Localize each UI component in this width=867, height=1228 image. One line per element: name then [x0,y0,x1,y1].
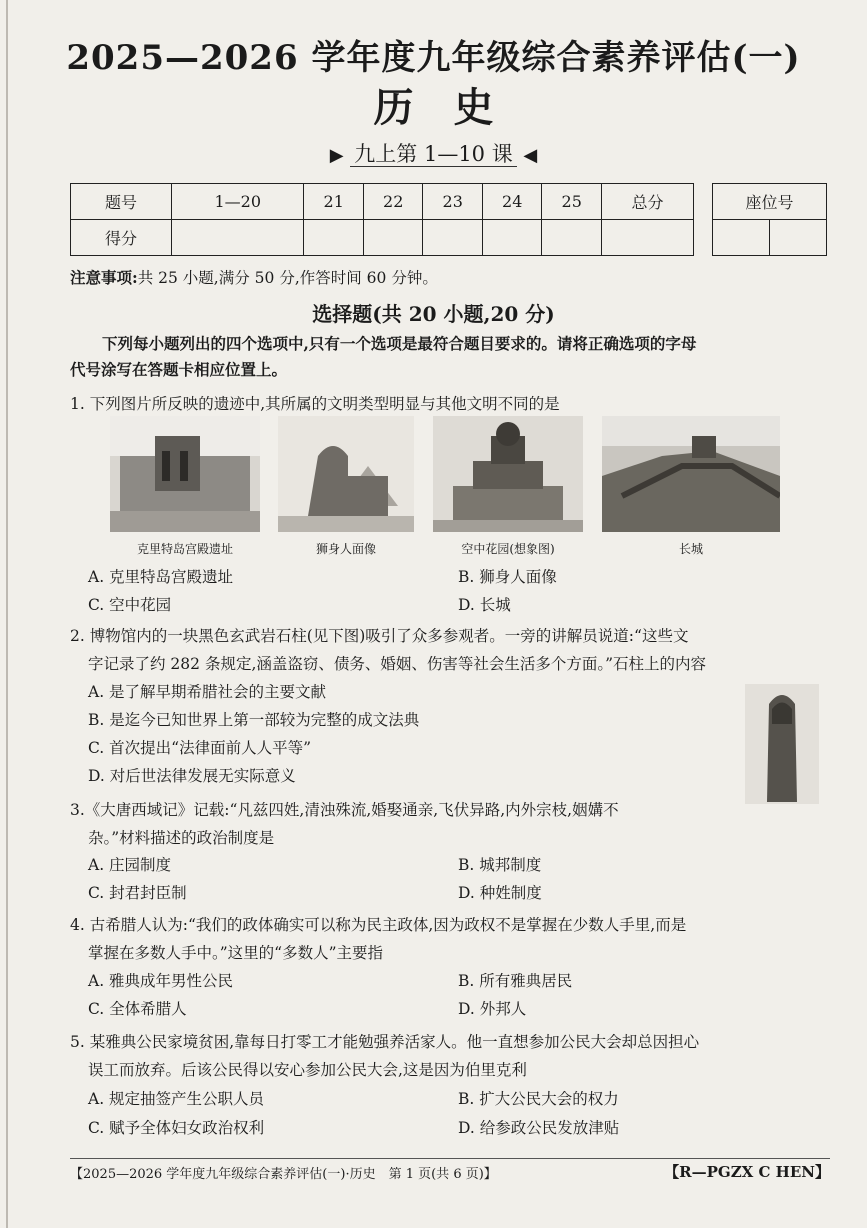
section-instruction: 下列每小题列出的四个选项中,只有一个选项是最符合题目要求的。请将正确选项的字母 [102,334,697,353]
triangle-right-icon: ▶ [329,145,344,166]
image-caption: 长城 [678,542,703,556]
image-caption: 克里特岛宫殿遗址 [136,542,233,556]
seat-table [712,183,827,256]
footer-text: 【2025—2026 学年度九年级综合素养评估(一)·历史 第 1 页(共 6 页)】 [70,1167,497,1182]
triangle-left-icon: ◀ [523,145,538,166]
image-caption: 空中花园(想象图) [461,542,555,556]
question-stem: 5. 某雅典公民家境贫困,靠每日打零工才能勉强养活家人。他一直想参加公民大会却总因担心 [70,1033,700,1051]
score-cell[interactable] [304,220,364,256]
option: D. 给参政公民发放津贴 [458,1119,620,1137]
notice-label: 注意事项: [70,268,138,287]
lesson-range-text: 九上第 1—10 课 [350,142,516,167]
exam-title: 2025—2026 学年度九年级综合素养评估(一) [66,38,801,78]
option: A. 雅典成年男性公民 [88,972,234,990]
score-header-cell: 24 [482,184,542,220]
score-cell[interactable] [172,220,304,256]
score-cell[interactable] [542,220,602,256]
crete-palace-image [110,416,260,532]
score-table [70,183,694,256]
question-stem: 1. 下列图片所反映的遗迹中,其所属的文明类型明显与其他文明不同的是 [70,395,560,413]
seat-cell[interactable] [769,220,826,256]
question-stem: 4. 古希腊人认为:“我们的政体确实可以称为民主政体,因为政权不是掌握在少数人手里,而是 [70,916,687,934]
option: A. 克里特岛宫殿遗址 [88,568,234,586]
sphinx-image [278,416,414,532]
score-header-cell: 总分 [601,184,693,220]
option: D. 外邦人 [458,1000,527,1018]
option: B. 是迄今已知世界上第一部较为完整的成文法典 [88,711,420,729]
score-header-cell: 23 [423,184,483,220]
option: A. 规定抽签产生公职人员 [88,1090,265,1108]
option: C. 封君封臣制 [88,884,187,902]
question-stem: 2. 博物馆内的一块黑色玄武岩石柱(见下图)吸引了众多参观者。一旁的讲解员说道:“这些文 [70,627,689,645]
question-stem: 掌握在多数人手中。”这里的“多数人”主要指 [88,944,384,962]
option: D. 长城 [458,596,511,614]
option: A. 是了解早期希腊社会的主要文献 [88,683,327,701]
option: C. 空中花园 [88,596,172,614]
option: D. 种姓制度 [458,884,542,902]
page-footer [70,1158,830,1182]
option: B. 扩大公民大会的权力 [458,1090,619,1108]
option: B. 狮身人面像 [458,568,557,586]
question-stem: 字记录了约 282 条规定,涵盖盗窃、债务、婚姻、伤害等社会生活多个方面。”石柱上的内容 [88,655,707,673]
score-header-cell: 22 [363,184,423,220]
score-row-label: 得分 [71,220,172,256]
option: C. 全体希腊人 [88,1000,187,1018]
notice-text: 共 25 小题,满分 50 分,作答时间 60 分钟。 [137,269,438,287]
great-wall-image [602,416,780,532]
page-edge [6,0,8,1228]
seat-cell[interactable] [713,220,770,256]
footer-code: 【R—PGZX C HEN】 [664,1163,830,1181]
option: C. 首次提出“法律面前人人平等” [88,739,312,757]
subject-title: 历史 [373,84,534,131]
score-cell[interactable] [363,220,423,256]
score-cell[interactable] [482,220,542,256]
score-header-cell: 题号 [71,184,172,220]
option: A. 庄园制度 [88,856,172,874]
section-instruction: 代号涂写在答题卡相应位置上。 [70,360,288,379]
section-title: 选择题(共 20 小题,20 分) [312,302,555,326]
option: B. 所有雅典居民 [458,972,573,990]
score-header-cell: 25 [542,184,602,220]
image-caption: 狮身人面像 [315,542,376,556]
seat-label: 座位号 [713,184,827,220]
score-header-cell: 1—20 [172,184,304,220]
hanging-gardens-image [433,416,583,532]
lesson-range [0,138,867,168]
score-cell[interactable] [601,220,693,256]
question-stem: 杂。”材料描述的政治制度是 [88,829,275,847]
question-stem: 误工而放弃。后该公民得以安心参加公民大会,这是因为伯里克利 [88,1061,527,1079]
option: B. 城邦制度 [458,856,542,874]
notice [70,266,438,288]
question-stem: 3.《大唐西域记》记载:“凡兹四姓,清浊殊流,婚娶通亲,飞伏异路,内外宗枝,姻媾不 [70,801,619,819]
option: C. 赋予全体妇女政治权利 [88,1119,265,1137]
score-cell[interactable] [423,220,483,256]
option: D. 对后世法律发展无实际意义 [88,767,296,785]
score-header-cell: 21 [304,184,364,220]
basalt-pillar-image [745,684,819,804]
